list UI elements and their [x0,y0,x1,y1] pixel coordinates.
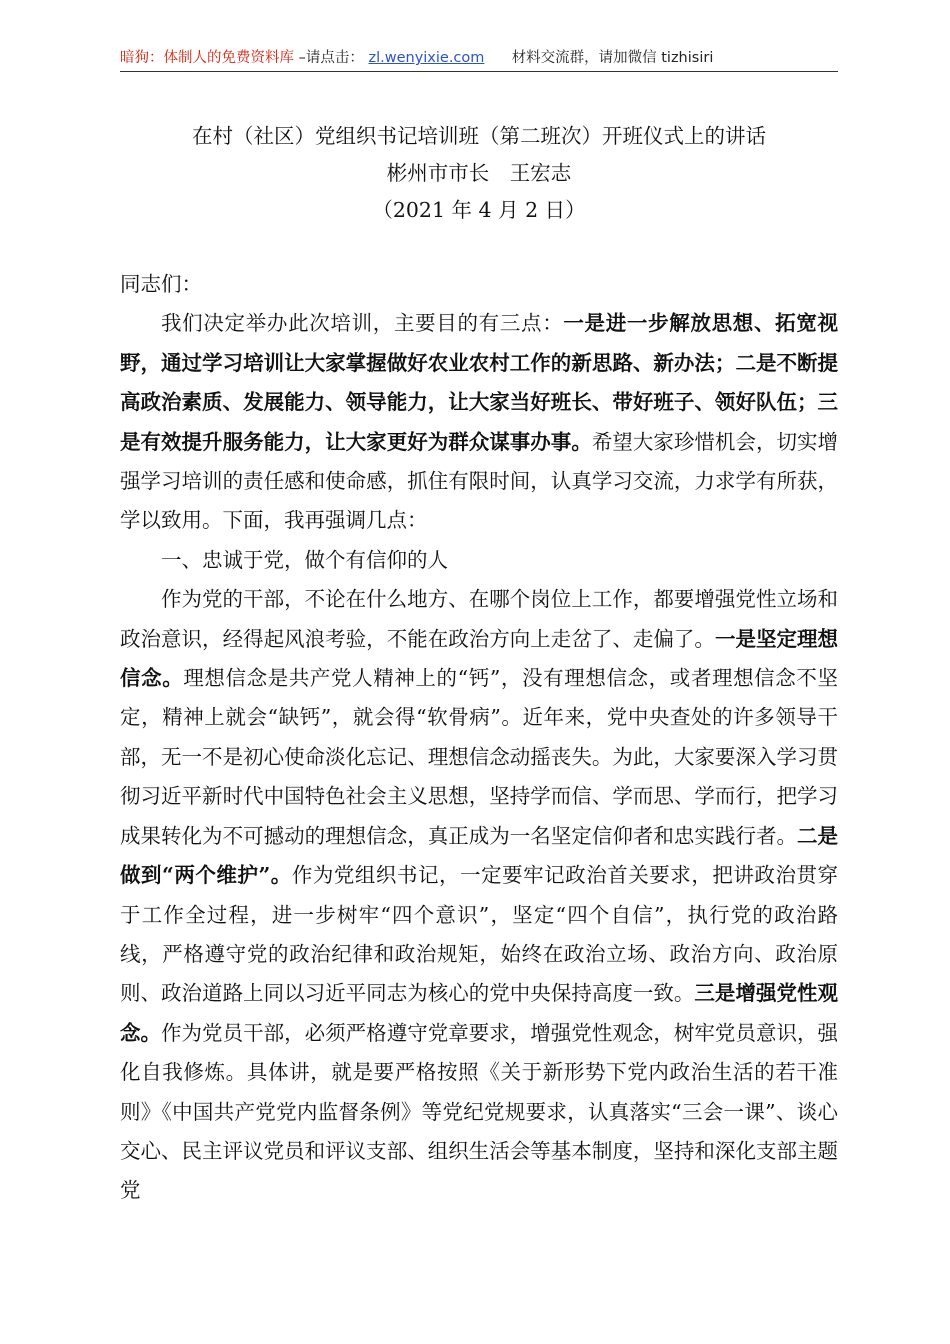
header-wechat: 材料交流群，请加微信 tizhisiri [511,50,714,66]
paragraph-text: 希望大家珍惜机会，切实增强学习培训的责任感和使命感，抓住有限时间，认真学习交流，力求学有所获，学以致用。下面，我再强调几点： [120,429,839,533]
section-heading: 一、忠诚于党，做个有信仰的人 [161,547,448,572]
bold-text: 三是增强党性观念。 [120,981,839,1045]
header-link[interactable]: zl.wenyixie.com [368,50,485,66]
bold-text: 一是坚定理想信念。 [120,626,839,691]
document-title: 在村（社区）党组织书记培训班（第二班次）开班仪式上的讲话 [192,124,766,148]
paragraph-text: 作为党员干部，必须严格遵守党章要求，增强党性观念，树牢党员意识，强化自我修炼。具体讲，就是要严格按照《关于新形势下党内政治生活的若干准则》《中国共产党党内监督条例》等党纪党规要求，认真落实“三会一课”、谈心交心、民主评议党员和评议支部、组织生活会等基本制度，坚持和深化支部主题党 [120,1020,838,1203]
paragraph-text: 作为党组织书记，一定要牢记政治首关要求，把讲政治贯穿于工作全过程，进一步树牢“四个意识”，坚定“四个自信”，执行党的政治路线，严格遵守党的政治纪律和政治规矩，始终在政治立场、政治方向、政治原则、政治道路上同以习近平同志为核心的党中央保持高度一致。 [120,863,838,1006]
paragraph-text: 理想信念是共产党人精神上的“钙”，没有理想信念，或者理想信念不坚定，精神上就会“缺钙”，就会得“软骨病”。近年来，党中央查处的许多领导干部，无一不是初心使命淡化忘记、理想信念动摇丧失。为此，大家要深入学习贯彻习近平新时代中国特色社会主义思想，坚持学而信、学而思、学而行，把学习成果转化为不可撼动的理想信念，真正成为一名坚定信仰者和忠实践行者。 [120,666,838,848]
document-date: （2021 年 4 月 2 日） [372,198,586,222]
bold-text: 二是做到“两个维护”。 [120,823,838,888]
paragraph-purpose [120,304,838,540]
bold-text: 一是进一步解放思想、拓宽视野，通过学习培训让大家掌握做好农业农村工作的新思路、新办法；二是不断提高政治素质、发展能力、领导能力，让大家当好班长、带好班子、领好队伍；三是有效提升服务能力，让大家更好为群众谋事办事。 [120,311,839,454]
paragraph-text: 我们决定举办此次培训，主要目的有三点： [161,311,564,336]
header-brand: 暗狗：体制人的免费资料库 [120,50,294,66]
document-author: 彬州市市长 王宏志 [386,161,572,185]
page-header [120,47,840,71]
salutation: 同志们： [120,272,202,296]
paragraph-loyalty [120,580,838,1211]
document-body [120,265,838,1211]
header-divider [120,71,838,72]
paragraph-text: 作为党的干部，不论在什么地方、在哪个岗位上工作，都要增强党性立场和政治意识，经得起风浪考验，不能在政治方向上走岔了、走偏了。 [120,587,838,651]
title-block [120,118,838,229]
header-prompt: –请点击： [298,50,364,66]
